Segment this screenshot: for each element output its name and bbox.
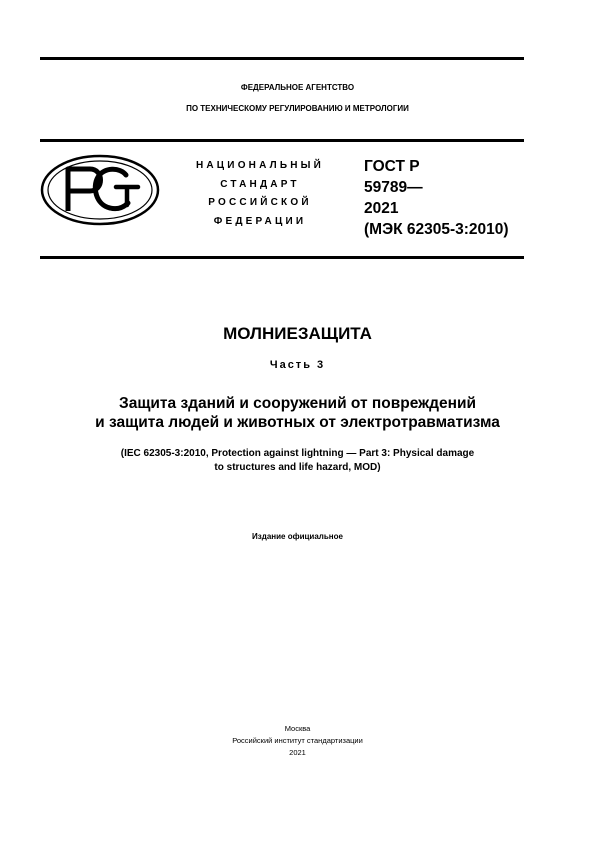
- imprint-year: 2021: [289, 748, 306, 757]
- agency-line-1: ФЕДЕРАЛЬНОЕ АГЕНТСТВО: [240, 83, 355, 92]
- standard-code: [364, 156, 509, 240]
- national-line-4: ФЕДЕРАЦИИ: [213, 215, 307, 227]
- national-line-2: СТАНДАРТ: [220, 178, 300, 190]
- code-rule: [40, 256, 524, 259]
- gost-prefix: ГОСТ Р: [364, 158, 420, 175]
- subtitle-line-2: и защита людей и животных от электротравматизма: [95, 414, 500, 431]
- imprint-publisher: Российский институт стандартизации: [232, 736, 363, 745]
- edition-label: Издание официальное: [252, 532, 343, 541]
- subtitle-line-1: Защита зданий и сооружений от повреждений: [118, 395, 477, 412]
- agency-name: [0, 77, 595, 119]
- intl-line-1: (IEC 62305-3:2010, Protection against lightning — Part 3: Physical damage: [120, 448, 475, 459]
- imprint-city: Москва: [284, 724, 311, 733]
- header-rule: [40, 139, 524, 142]
- national-line-1: НАЦИОНАЛЬНЫЙ: [195, 160, 325, 171]
- national-standard-label: [180, 157, 340, 231]
- intl-line-2: to structures and life hazard, MOD): [214, 462, 381, 473]
- top-rule: [40, 57, 524, 60]
- imprint: [0, 723, 595, 759]
- gost-year: 2021: [364, 200, 399, 217]
- gost-number: 59789—: [364, 179, 423, 196]
- document-title: МОЛНИЕЗАЩИТА: [223, 324, 372, 343]
- rst-certification-mark-icon: [40, 153, 160, 227]
- international-equivalent: [0, 447, 595, 475]
- agency-line-2: ПО ТЕХНИЧЕСКОМУ РЕГУЛИРОВАНИЮ И МЕТРОЛОГИИ: [186, 104, 409, 113]
- national-line-3: РОССИЙСКОЙ: [208, 197, 312, 208]
- part-number: Часть 3: [269, 359, 326, 371]
- iec-reference: (МЭК 62305-3:2010): [364, 221, 509, 238]
- document-subtitle: [0, 394, 595, 432]
